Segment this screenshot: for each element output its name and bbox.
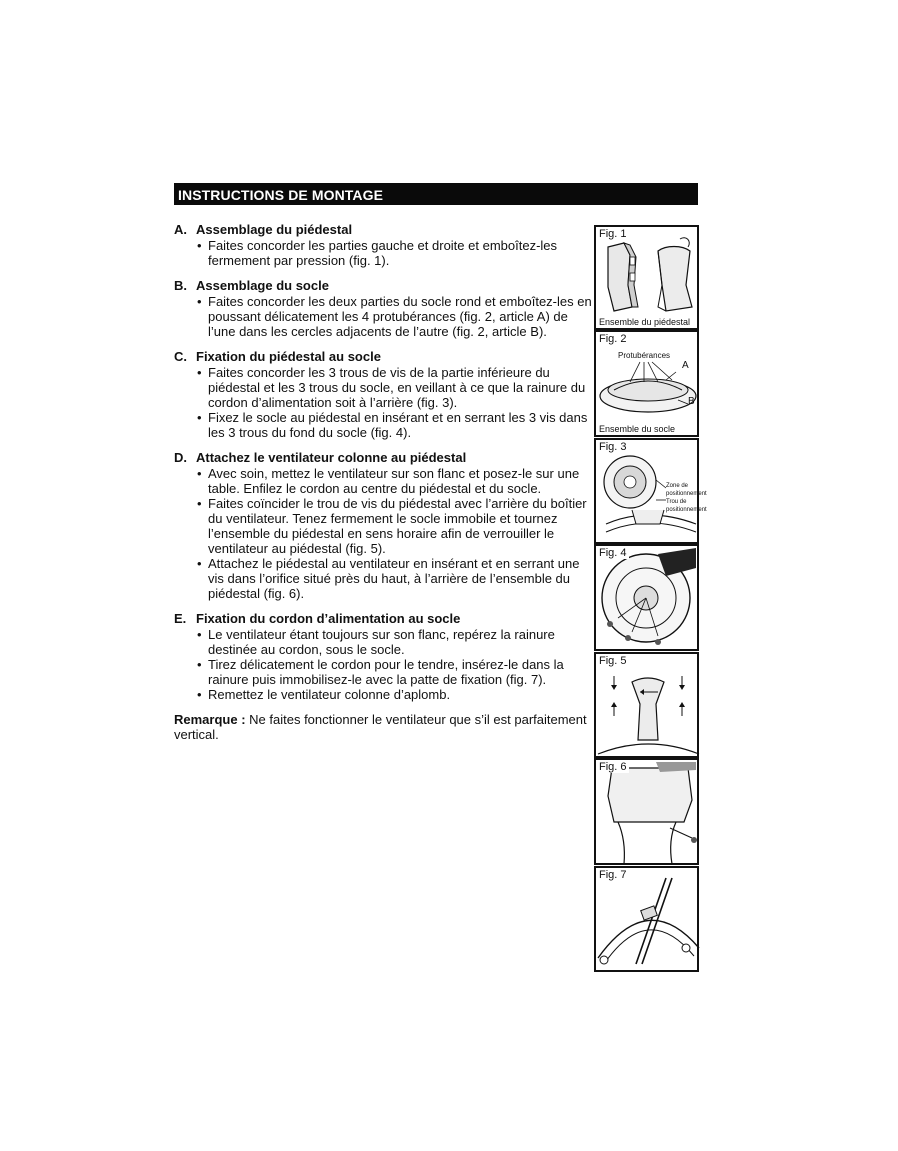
- figure-2: [594, 330, 699, 437]
- section-header-title: INSTRUCTIONS DE MONTAGE: [178, 187, 384, 203]
- bullet-item: • Faites coïncider le trou de vis du piédestal avec l’arrière du boîtier du ventilateur. Tenez fermement le socle immobile et tournez l’ensemble du piédestal en sens horaire afin de verrouiller le ventilateur au piédestal (fig. 5).: [196, 496, 594, 556]
- figure-3-label: Fig. 3: [599, 441, 627, 453]
- bullet-list: [174, 466, 594, 601]
- figure-2-label: Fig. 2: [599, 333, 627, 345]
- base-screws-illustration: [596, 546, 701, 653]
- bullet-item: • Faites concorder les 3 trous de vis de la partie inférieure du piédestal et les 3 trous du socle, en veillant à ce que la rainure du cordon d’alimentation soit à l’arrière (fig. 3).: [196, 365, 594, 410]
- bullet-item: • Avec soin, mettez le ventilateur sur son flanc et posez-le sur une table. Enfilez le cordon au centre du piédestal et du socle.: [196, 466, 594, 496]
- section-letter: C.: [174, 349, 187, 364]
- note-paragraph: [174, 712, 594, 742]
- section-heading: Fixation du cordon d’alimentation au socle: [196, 611, 461, 626]
- section-title: [174, 450, 594, 465]
- figure-7: [594, 866, 699, 972]
- section-b: [174, 278, 594, 339]
- bullet-list: [174, 365, 594, 440]
- figure-1: [594, 225, 699, 330]
- bullet-item: • Remettez le ventilateur colonne d’aplomb.: [196, 687, 594, 702]
- bullet-item: • Le ventilateur étant toujours sur son flanc, repérez la rainure destinée au cordon, sous le socle.: [196, 627, 594, 657]
- note-label: Remarque :: [174, 712, 246, 727]
- section-heading: Assemblage du piédestal: [196, 222, 353, 237]
- section-a: [174, 222, 594, 268]
- bullet-item: • Faites concorder les parties gauche et droite et emboîtez-les fermement par pression (fig. 1).: [196, 238, 594, 268]
- bullet-item: • Tirez délicatement le cordon pour le tendre, insérez-le dans la rainure puis immobilisez-le avec la patte de fixation (fig. 7).: [196, 657, 594, 687]
- rotate-pedestal-illustration: [596, 654, 701, 760]
- figure-1-label: Fig. 1: [599, 228, 627, 240]
- section-c: [174, 349, 594, 440]
- section-title: [174, 611, 594, 626]
- note-text: Ne faites fonctionner le ventilateur que s’il est parfaitement vertical.: [174, 712, 587, 742]
- figure-7-label: Fig. 7: [599, 869, 627, 881]
- bullet-list: [174, 238, 594, 268]
- section-title: [174, 349, 594, 364]
- section-e: [174, 611, 594, 702]
- figure-6-label: Fig. 6: [599, 761, 627, 773]
- instructions-content: [174, 222, 594, 742]
- base-halves-illustration: [596, 332, 701, 439]
- bullet-list: [174, 294, 594, 339]
- callout-a: A: [682, 360, 689, 371]
- figures-column: [594, 225, 707, 972]
- section-heading: Fixation du piédestal au socle: [196, 349, 381, 364]
- callout-b: B: [688, 396, 695, 407]
- figure-1-caption: Ensemble du piédestal: [599, 317, 691, 327]
- section-title: [174, 222, 594, 237]
- callout-protuberances: Protubérances: [618, 351, 671, 360]
- section-d: [174, 450, 594, 601]
- pedestal-screw-illustration: [596, 760, 701, 867]
- section-letter: D.: [174, 450, 187, 465]
- section-heading: Attachez le ventilateur colonne au piédestal: [196, 450, 467, 465]
- section-letter: A.: [174, 222, 187, 237]
- figure-3: [594, 438, 707, 544]
- callout-hole: Trou de positionnement: [666, 499, 707, 513]
- section-title: [174, 278, 594, 293]
- callout-zone: Zone de positionnement: [666, 483, 707, 497]
- section-header-bar: [174, 183, 698, 205]
- bullet-list: [174, 627, 594, 702]
- section-heading: Assemblage du socle: [196, 278, 329, 293]
- figure-2-caption: Ensemble du socle: [599, 424, 676, 434]
- figure-4-label: Fig. 4: [599, 547, 627, 559]
- figure-4: [594, 544, 699, 651]
- bullet-item: • Faites concorder les deux parties du socle rond et emboîtez-les en poussant délicatement les 4 protubérances (fig. 2, article A) de l’une dans les cercles adjacents de l’autre (fig. 2, article B).: [196, 294, 594, 339]
- figure-6: [594, 758, 699, 865]
- bullet-item: • Attachez le piédestal au ventilateur en insérant et en serrant une vis dans l’orifice situé près du haut, à l’arrière de l’ensemble du piédestal (fig. 6).: [196, 556, 594, 601]
- section-letter: B.: [174, 278, 187, 293]
- cord-clip-illustration: [596, 868, 701, 974]
- bullet-item: • Fixez le socle au piédestal en insérant et en serrant les 3 vis dans les 3 trous du fond du socle (fig. 4).: [196, 410, 594, 440]
- figure-5: [594, 652, 699, 758]
- section-letter: E.: [174, 611, 187, 626]
- figure-5-label: Fig. 5: [599, 655, 627, 667]
